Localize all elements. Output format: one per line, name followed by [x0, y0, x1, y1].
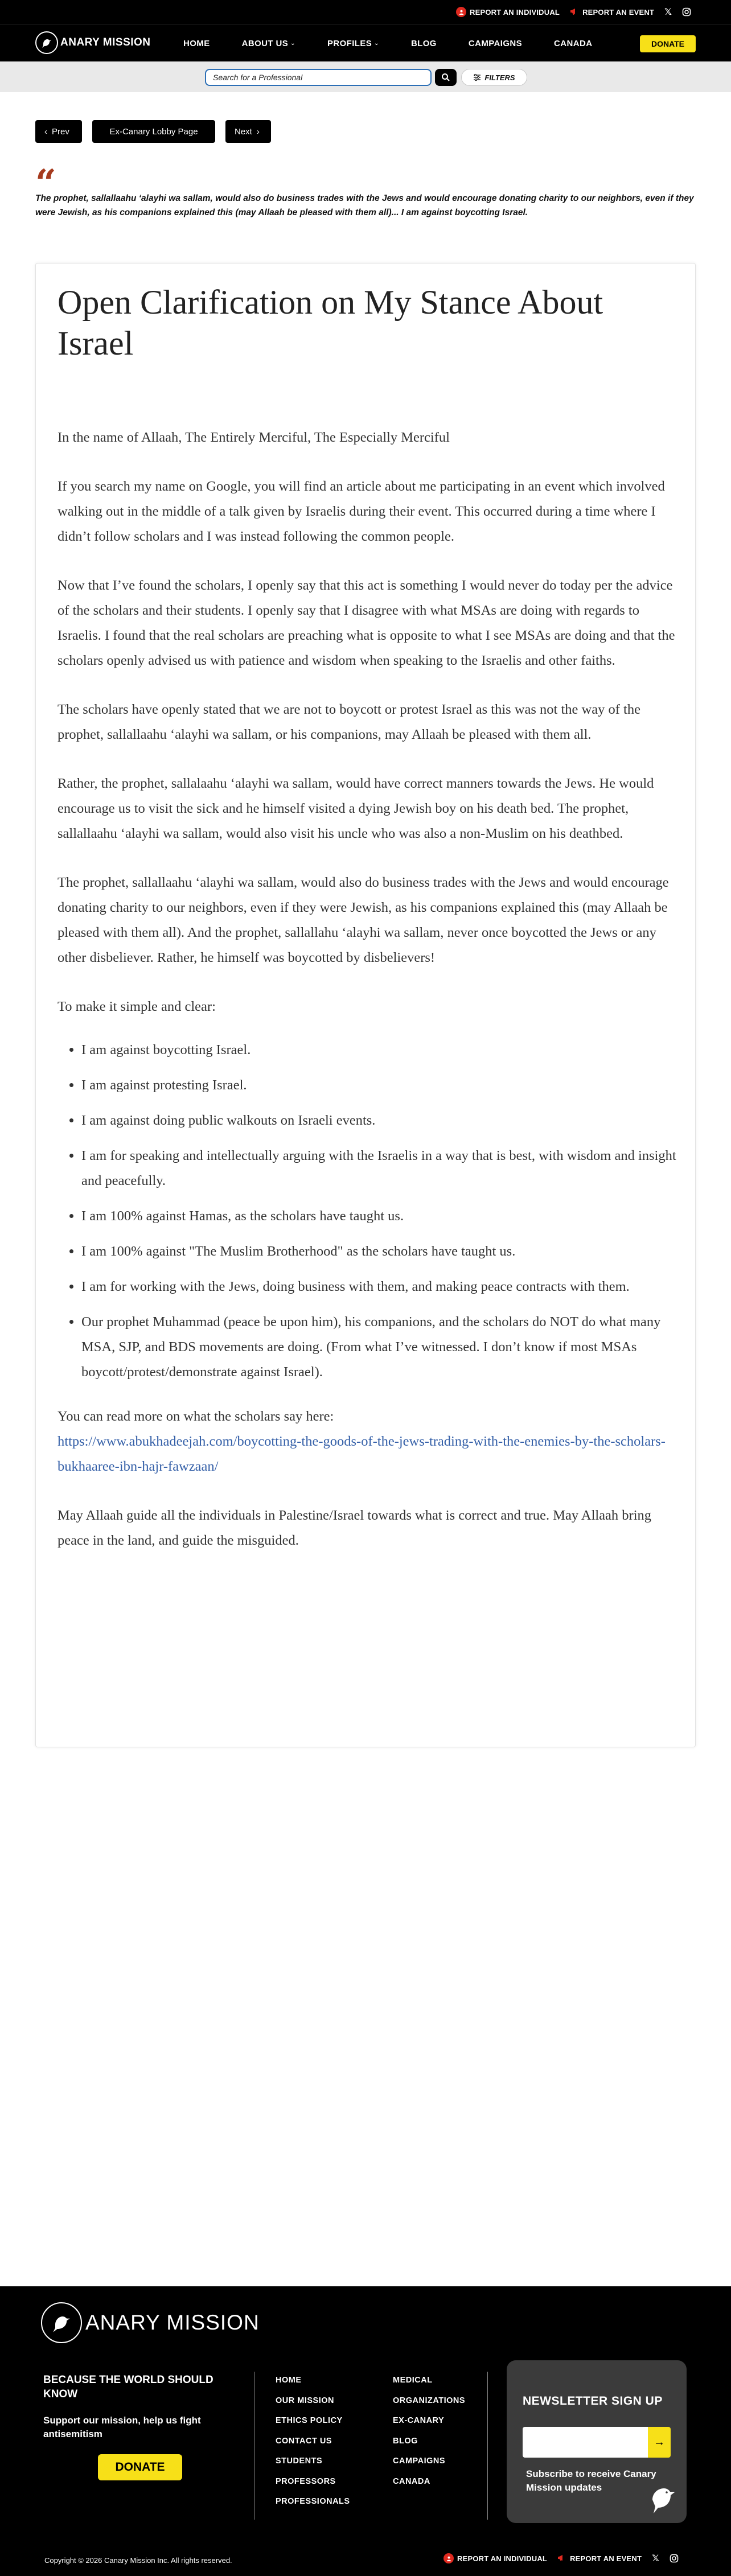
- newsletter-signup: [507, 2360, 687, 2523]
- nav-item-label: BLOG: [410, 38, 437, 48]
- article-body: [58, 277, 684, 1577]
- main-nav: [0, 24, 731, 61]
- newsletter-submit-button[interactable]: [648, 2427, 671, 2458]
- footer-report-individual-link[interactable]: [443, 2553, 547, 2563]
- lobby-label: Ex-Canary Lobby Page: [109, 126, 198, 137]
- stance-list: [58, 1038, 684, 1385]
- list-item: • Our prophet Muhammad (peace be upon him), his companions, and the scholars do NOT do what many MSA, SJP, and BDS movements are doing. (From what I’ve witnessed. I don’t know if most MSAs boycott/protest/demonstrate against Israel).: [81, 1310, 684, 1385]
- prev-button[interactable]: [35, 120, 82, 143]
- pull-quote: The prophet, sallallaahu ‘alayhi wa sallam, would also do business trades with the Jews and would encourage donating charity to our neighbors, even if they were Jewish, as his companions explained this (may Allaah be pleased with them all)... I am against boycotting Israel.: [35, 194, 694, 217]
- profile-pager: [35, 120, 271, 143]
- x-twitter-icon[interactable]: 𝕏: [664, 7, 672, 17]
- chevron-down-icon: ⌄: [374, 40, 379, 47]
- person-icon: [443, 2553, 454, 2563]
- list-item: • I am 100% against Hamas, as the scholars have taught us.: [81, 1204, 684, 1229]
- report-event-label: REPORT AN EVENT: [570, 2554, 642, 2563]
- footer-donate-button[interactable]: DONATE: [98, 2454, 182, 2480]
- footer-link-ex-canary[interactable]: EX-CANARY: [393, 2416, 445, 2425]
- footer-link-organizations[interactable]: ORGANIZATIONS: [393, 2396, 466, 2405]
- arrow-right-icon: →: [654, 2435, 665, 2449]
- nav-item-blog[interactable]: [411, 39, 437, 48]
- list-item: • I am against protesting Israel.: [81, 1073, 684, 1098]
- article-paragraph: To make it simple and clear:: [58, 999, 216, 1014]
- ex-canary-lobby-button[interactable]: [92, 120, 215, 143]
- footer-link-professors[interactable]: PROFESSORS: [276, 2476, 336, 2486]
- footer-mission: Support our mission, help us fight antisemitism: [43, 2415, 201, 2439]
- nav-item-label: CAMPAIGNS: [468, 38, 523, 48]
- nav-item-canada[interactable]: [554, 39, 592, 48]
- article-paragraph: If you search my name on Google, you will find an article about me participating in an event which involved walking out in the middle of a talk given by Israelis during their event. This occurred during a time where I didn’t follow scholars and I was instead following the common people.: [58, 479, 665, 544]
- footer-link-blog[interactable]: BLOG: [393, 2436, 418, 2446]
- instagram-icon[interactable]: [682, 7, 691, 17]
- logo-text: ANARY MISSION: [60, 36, 151, 48]
- footer-report-event-link[interactable]: [557, 2553, 642, 2564]
- footer-bottom-links: [443, 2553, 679, 2564]
- footer-logo[interactable]: [41, 2302, 260, 2343]
- report-individual-link[interactable]: [456, 7, 560, 17]
- utility-bar: [0, 0, 731, 24]
- list-item: • I am for speaking and intellectually arguing with the Israelis in a way that is best, with wisdom and insight and peacefully.: [81, 1143, 684, 1194]
- nav-item-label: PROFILES: [327, 38, 372, 48]
- footer-link-professionals[interactable]: PROFESSIONALS: [276, 2497, 350, 2506]
- canary-bird-icon: [647, 2482, 679, 2519]
- footer-links-col-1: [276, 2371, 350, 2512]
- report-event-label: REPORT AN EVENT: [582, 7, 655, 17]
- person-icon: [456, 7, 466, 17]
- canary-mission-logo[interactable]: [35, 31, 151, 54]
- megaphone-icon: [557, 2553, 566, 2564]
- donate-button[interactable]: DONATE: [640, 35, 696, 52]
- filters-button[interactable]: [461, 69, 527, 86]
- copyright-text: Copyright © 2026 Canary Mission Inc. All rights reserved.: [44, 2556, 232, 2565]
- article-paragraph: Rather, the prophet, sallalaahu ‘alayhi wa sallam, would have correct manners towards the Jews. He would encourage us to visit the sick and he himself visited a dying Jewish boy on his death bed. The prophet, sallallaahu ‘alayhi wa sallam, would also visit his uncle who was also a non-Muslim on his deathbed.: [58, 776, 654, 841]
- next-button[interactable]: [225, 120, 271, 143]
- instagram-icon[interactable]: [670, 2554, 679, 2563]
- footer-link-medical[interactable]: MEDICAL: [393, 2376, 433, 2385]
- newsletter-email-input[interactable]: [523, 2427, 648, 2458]
- search-icon: [441, 73, 450, 82]
- footer-link-contact-us[interactable]: CONTACT US: [276, 2436, 332, 2446]
- footer-link-home[interactable]: HOME: [276, 2376, 302, 2385]
- chevron-down-icon: ⌄: [290, 40, 295, 47]
- canary-bird-icon: [35, 31, 58, 54]
- footer-link-students[interactable]: STUDENTS: [276, 2456, 323, 2466]
- list-item: • I am against doing public walkouts on Israeli events.: [81, 1108, 684, 1133]
- read-more-text: You can read more on what the scholars say here:: [58, 1409, 334, 1424]
- quote-mark-icon: “: [35, 162, 56, 204]
- list-item: • I am against boycotting Israel.: [81, 1038, 684, 1063]
- canary-bird-icon: [41, 2302, 82, 2343]
- nav-item-about-us[interactable]: [242, 39, 295, 48]
- x-twitter-icon[interactable]: 𝕏: [652, 2554, 659, 2563]
- nav-item-campaigns[interactable]: [469, 39, 522, 48]
- report-individual-label: REPORT AN INDIVIDUAL: [470, 7, 560, 17]
- footer-link-our-mission[interactable]: OUR MISSION: [276, 2396, 334, 2405]
- footer-divider: [487, 2372, 488, 2520]
- prev-label: Prev: [52, 126, 69, 137]
- list-item: • I am 100% against "The Muslim Brotherhood" as the scholars have taught us.: [81, 1239, 684, 1264]
- footer-logo-text: ANARY MISSION: [85, 2311, 260, 2334]
- article-title: Open Clarification on My Stance About Israel: [58, 283, 603, 362]
- search-bar: [0, 61, 731, 92]
- nav-item-home[interactable]: [183, 39, 210, 48]
- footer-bottom-bar: [0, 2544, 731, 2576]
- article-paragraph: Now that I’ve found the scholars, I openly say that this act is something I would never do today per the advice of the scholars and their students. I openly say that I disagree with what MSAs are doing with regards to Israelis. I found that the real scholars are preaching what is opposite to what I see MSAs are doing and that the scholars openly advised us with patience and wisdom when speaking to the Israelis and other faiths.: [58, 578, 675, 668]
- search-input[interactable]: [205, 69, 432, 86]
- filter-sliders-icon: [473, 73, 481, 81]
- newsletter-text: Subscribe to receive Canary Mission updates: [526, 2468, 656, 2493]
- scholars-link[interactable]: https://www.abukhadeejah.com/boycotting-the-goods-of-the-jews-trading-with-the-enemies-by-the-scholars-bukhaaree-ibn-hajr-fawzaan/: [58, 1434, 666, 1474]
- closing-paragraph: May Allaah guide all the individuals in Palestine/Israel towards what is correct and true. May Allaah bring peace in the land, and guide the misguided.: [58, 1508, 652, 1548]
- newsletter-title: NEWSLETTER SIGN UP: [523, 2394, 663, 2408]
- footer-link-canada[interactable]: CANADA: [393, 2476, 430, 2486]
- article-paragraph: The scholars have openly stated that we are not to boycott or protest Israel as this was not the way of the prophet, sallallaahu ‘alayhi wa sallam, or his companions, may Allaah be pleased with them all.: [58, 702, 640, 742]
- article-paragraph: In the name of Allaah, The Entirely Merciful, The Especially Merciful: [58, 430, 450, 445]
- filters-label: FILTERS: [484, 73, 515, 82]
- footer-links-col-2: [393, 2371, 465, 2492]
- list-item: • I am for working with the Jews, doing business with them, and making peace contracts with them.: [81, 1274, 684, 1299]
- nav-menu: [183, 24, 624, 62]
- footer-tagline: BECAUSE THE WORLD SHOULD KNOW: [43, 2374, 213, 2400]
- footer-link-campaigns[interactable]: CAMPAIGNS: [393, 2456, 446, 2466]
- article-paragraph: The prophet, sallallaahu ‘alayhi wa sallam, would also do business trades with the Jews and would encourage donating charity to our neighbors, even if they were Jewish, as his companions explained this (may Allaah be pleased with them all). And the prophet, sallallahu ‘alayhi wa sallam, never once boycotted the Jews or any other disbeliever. Rather, he himself was boycotted by disbelievers!: [58, 875, 669, 965]
- nav-item-label: CANADA: [554, 38, 593, 48]
- article-card: [35, 263, 696, 1747]
- next-label: Next: [235, 126, 252, 137]
- report-individual-label: REPORT AN INDIVIDUAL: [457, 2554, 548, 2563]
- chevron-left-icon: ‹: [44, 126, 47, 137]
- search-button[interactable]: [435, 69, 457, 86]
- utility-links: [456, 0, 691, 24]
- report-event-link[interactable]: [570, 7, 654, 18]
- footer-link-ethics-policy[interactable]: ETHICS POLICY: [276, 2416, 343, 2425]
- megaphone-icon: [570, 7, 579, 18]
- nav-item-profiles[interactable]: [327, 39, 379, 48]
- nav-item-label: ABOUT US: [241, 38, 289, 48]
- read-more-paragraph: [58, 1404, 684, 1479]
- nav-item-label: HOME: [183, 38, 210, 48]
- footer: [0, 2286, 731, 2576]
- chevron-right-icon: ›: [256, 126, 260, 137]
